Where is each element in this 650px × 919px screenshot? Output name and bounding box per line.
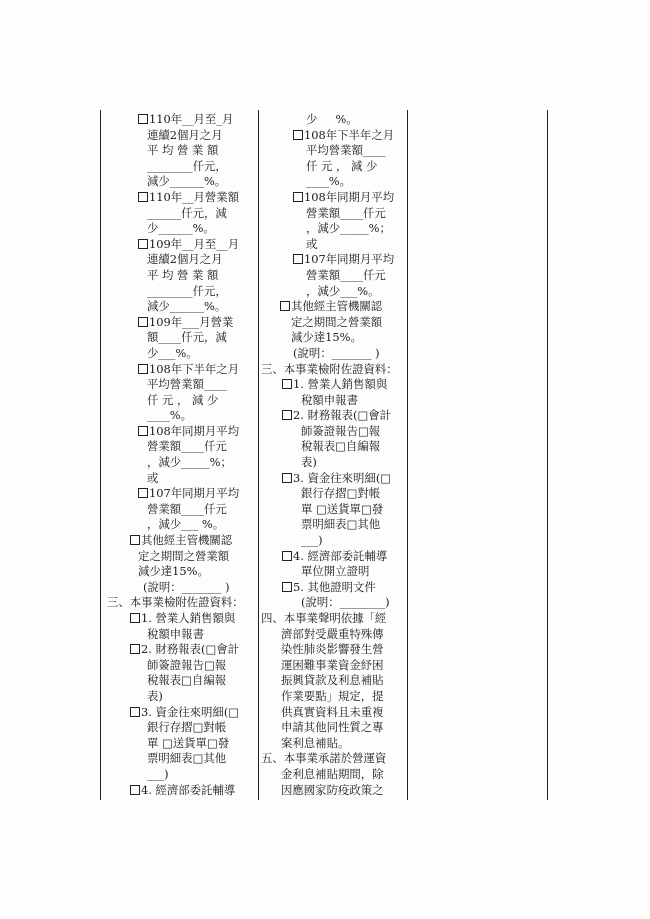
text-line: 110年__月至_月 xyxy=(149,112,234,126)
text-line: 平 均 營 業 額 xyxy=(147,143,219,158)
section-heading: 四、本事業聲明依據「經 xyxy=(261,611,387,625)
text-line: 平 均 營 業 額 xyxy=(147,267,219,282)
text-line: 109年___月營業 xyxy=(149,314,234,329)
text-line: 表) xyxy=(147,688,163,703)
text-line: 票明細表□其他 xyxy=(301,517,381,532)
text-line: 3. 資金往來明細(□ xyxy=(293,470,392,485)
text-line: 染性肺炎影響發生營 xyxy=(281,642,384,657)
text-line: 稅報表□自編報 xyxy=(147,673,227,688)
checkbox[interactable] xyxy=(293,130,303,140)
text-line: ________仟元， xyxy=(147,283,227,298)
text-line: 4. 經濟部委託輔導 xyxy=(293,548,388,563)
text-line: 單 □送貨單□發 xyxy=(301,501,384,516)
text-line: 連續2個月之月 xyxy=(147,252,223,267)
text-line: 案利息補貼。 xyxy=(281,735,350,750)
text-line: 師簽證報告□報 xyxy=(301,423,381,438)
text-line: ______仟元，減 xyxy=(147,205,227,220)
text-line: 師簽證報告□報 xyxy=(147,657,227,672)
text-line: 2. 財務報表(□會計 xyxy=(293,408,392,423)
checkbox[interactable] xyxy=(282,582,292,592)
section-heading: 三、本事業檢附佐證資料： xyxy=(107,595,244,610)
text-line: 平均營業額____ xyxy=(147,377,227,392)
checkbox[interactable] xyxy=(130,535,140,545)
text-line: 1. 營業人銷售額與 xyxy=(293,377,388,392)
text-line: 其他經主管機關認 xyxy=(291,299,383,314)
text-line: 仟 元 ， 減 少 xyxy=(147,392,219,407)
text-line: 振興貸款及利息補貼 xyxy=(281,673,384,688)
text-line: 減少達15%。 xyxy=(291,330,362,345)
right-column xyxy=(261,112,398,798)
table-border-left xyxy=(100,110,101,800)
text-line: ，減少___ %。 xyxy=(147,517,225,532)
checkbox[interactable] xyxy=(282,473,292,483)
text-line: 107年同期月平均 xyxy=(304,252,395,267)
text-line: 仟 元 ， 減 少 xyxy=(306,158,378,173)
text-line: 營業額____仟元 xyxy=(306,205,386,220)
text-line: 申請其他同性質之專 xyxy=(281,720,384,735)
text-line: ____%。 xyxy=(306,174,351,189)
text-line: (說明：_______ ) xyxy=(143,579,230,594)
text-line: (說明：_______ ) xyxy=(293,345,380,360)
text-line: 2. 財務報表(□會計 xyxy=(141,642,240,657)
text-line: 109年__月至__月 xyxy=(149,236,240,251)
checkbox[interactable] xyxy=(282,551,292,561)
text-line: 銀行存摺□對帳 xyxy=(147,720,227,735)
text-line: 減少______%。 xyxy=(147,299,227,314)
text-line: 運困難事業資金紓困 xyxy=(281,657,384,672)
text-line: 作業要點」規定，提 xyxy=(281,688,384,703)
left-column xyxy=(103,112,244,798)
text-line: 定之期間之營業額 xyxy=(138,548,230,563)
text-line: 108年同期月平均 xyxy=(149,423,240,438)
checkbox[interactable] xyxy=(280,301,290,311)
checkbox[interactable] xyxy=(138,317,148,327)
checkbox[interactable] xyxy=(282,379,292,389)
text-line: 平均營業額____ xyxy=(306,143,386,158)
text-line: (說明：________) xyxy=(301,595,390,610)
text-line: 5. 其他證明文件 xyxy=(293,579,376,594)
text-line: 或 xyxy=(147,470,159,485)
text-line: 減少______%。 xyxy=(147,174,227,189)
section-heading: 三、本事業檢附佐證資料： xyxy=(261,361,398,376)
text-line: 110年__月營業額 xyxy=(149,189,240,204)
text-line: 108年同期月平均 xyxy=(304,189,395,204)
table-border-inner xyxy=(407,110,408,800)
table-border-right xyxy=(547,110,548,800)
text-line: 稅額申報書 xyxy=(147,626,204,641)
text-line: 少 %。 xyxy=(306,112,358,126)
text-line: 銀行存摺□對帳 xyxy=(301,486,381,501)
text-line: 減少達15%。 xyxy=(138,564,209,579)
text-line: 少___%。 xyxy=(147,345,198,360)
text-line: 1. 營業人銷售額與 xyxy=(141,611,236,625)
text-line: ，減少_____%； xyxy=(306,221,391,236)
text-line: 營業額____仟元 xyxy=(147,501,227,516)
text-line: 108年下半年之月 xyxy=(304,127,395,142)
text-line: ________仟元， xyxy=(147,158,227,173)
text-line: ____%。 xyxy=(147,408,192,423)
table-border-mid xyxy=(258,110,259,800)
text-line: 營業額____仟元 xyxy=(147,439,227,454)
checkbox[interactable] xyxy=(130,707,140,717)
section-heading: 五、本事業承諾於營運資 xyxy=(261,751,387,766)
text-line: 少______%。 xyxy=(147,221,215,236)
text-line: 單 □送貨單□發 xyxy=(147,735,230,750)
text-line: 3. 資金往來明細(□ xyxy=(141,704,240,719)
text-line: 額____仟元，減 xyxy=(147,330,227,345)
checkbox[interactable] xyxy=(130,613,140,623)
text-line: 金利息補貼期間，除 xyxy=(281,766,384,781)
checkbox[interactable] xyxy=(138,426,148,436)
text-line: 107年同期月平均 xyxy=(149,486,240,501)
text-line: 定之期間之營業額 xyxy=(291,314,383,329)
text-line: 其他經主管機關認 xyxy=(141,533,233,548)
checkbox[interactable] xyxy=(130,785,140,795)
checkbox[interactable] xyxy=(138,192,148,202)
text-line: 108年下半年之月 xyxy=(149,361,240,376)
checkbox[interactable] xyxy=(293,254,303,264)
checkbox[interactable] xyxy=(138,239,148,249)
text-line: ___) xyxy=(147,766,169,781)
text-line: 連續2個月之月 xyxy=(147,127,223,142)
text-line: 4. 經濟部委託輔導 xyxy=(141,782,236,797)
checkbox[interactable] xyxy=(138,488,148,498)
text-line: ___) xyxy=(301,533,323,548)
text-line: 營業額____仟元 xyxy=(306,267,386,282)
text-line: 單位開立證明 xyxy=(301,564,370,579)
checkbox[interactable] xyxy=(138,364,148,374)
checkbox[interactable] xyxy=(130,644,140,654)
checkbox[interactable] xyxy=(138,114,148,124)
text-line: 供真實資料且未重複 xyxy=(281,704,384,719)
text-line: 因應國家防疫政策之 xyxy=(281,782,384,797)
checkbox[interactable] xyxy=(293,192,303,202)
text-line: ，減少_____%； xyxy=(147,455,232,470)
text-line: ，減少___%。 xyxy=(306,283,380,298)
text-line: 表) xyxy=(301,455,317,470)
text-line: 稅額申報書 xyxy=(301,392,358,407)
text-line: 稅報表□自編報 xyxy=(301,439,381,454)
text-line: 或 xyxy=(306,236,318,251)
text-line: 濟部對受嚴重特殊傳 xyxy=(281,626,384,641)
text-line: 票明細表□其他 xyxy=(147,751,227,766)
checkbox[interactable] xyxy=(282,410,292,420)
